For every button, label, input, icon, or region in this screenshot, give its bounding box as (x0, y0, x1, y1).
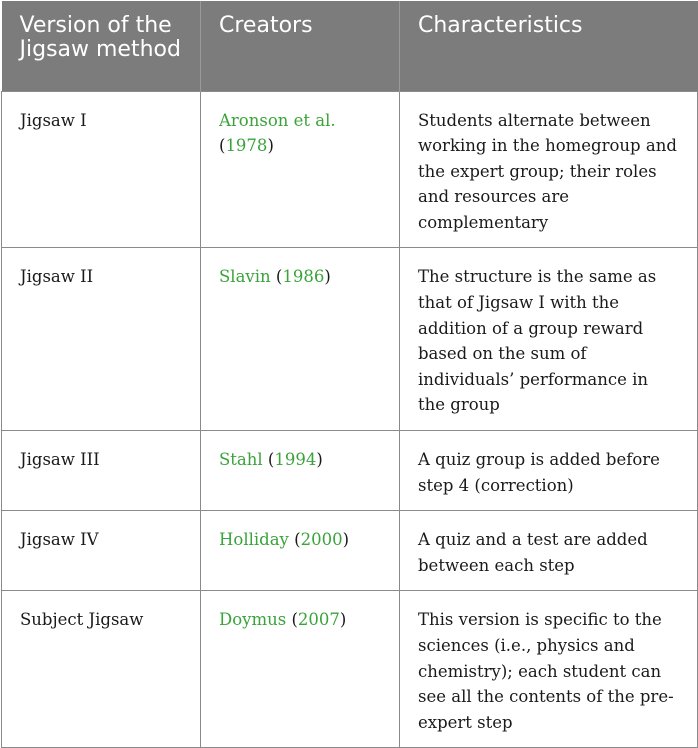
table-row (2, 91, 698, 248)
creator-name-link[interactable]: Doymus (219, 610, 287, 630)
creator-year-link[interactable]: 1978 (225, 136, 268, 156)
creator-year-link[interactable]: 2007 (297, 610, 340, 630)
table-row (2, 511, 698, 591)
creators-cell: Slavin (1986) (201, 248, 400, 431)
characteristics-cell: This version is specific to the sciences (i.e., physics and chemistry); each student can see all the contents of the pre-expert step (400, 591, 698, 748)
version-cell: Jigsaw III (2, 431, 201, 511)
version-cell: Subject Jigsaw (2, 591, 201, 748)
version-cell: Jigsaw IV (2, 511, 201, 591)
creator-name-link[interactable]: Stahl (219, 450, 263, 470)
table-row (2, 431, 698, 511)
characteristics-cell: The structure is the same as that of Jigsaw I with the addition of a group reward based on the sum of individuals’ performance in the group (400, 248, 698, 431)
characteristics-cell: A quiz and a test are added between each step (400, 511, 698, 591)
table-row (2, 248, 698, 431)
header-characteristics: Characteristics (400, 1, 698, 91)
creators-cell: Aronson et al. (1978) (201, 91, 400, 248)
version-cell: Jigsaw II (2, 248, 201, 431)
creator-year-link[interactable]: 1994 (274, 450, 317, 470)
creator-name-link[interactable]: Slavin (219, 267, 271, 287)
creators-cell: Doymus (2007) (201, 591, 400, 748)
characteristics-cell: Students alternate between working in the homegroup and the expert group; their roles and resources are complementary (400, 91, 698, 248)
characteristics-cell: A quiz group is added before step 4 (correction) (400, 431, 698, 511)
table-row (2, 591, 698, 748)
jigsaw-versions-table (1, 1, 698, 748)
version-cell: Jigsaw I (2, 91, 201, 248)
header-version: Version of the Jigsaw method (2, 1, 201, 91)
creator-year-link[interactable]: 1986 (282, 267, 325, 287)
table-header-row (2, 1, 698, 91)
creator-name-link[interactable]: Aronson et al. (219, 110, 336, 130)
creator-year-link[interactable]: 2000 (300, 530, 343, 550)
header-creators: Creators (201, 1, 400, 91)
creators-cell: Holliday (2000) (201, 511, 400, 591)
creator-name-link[interactable]: Holliday (219, 530, 289, 550)
creators-cell: Stahl (1994) (201, 431, 400, 511)
